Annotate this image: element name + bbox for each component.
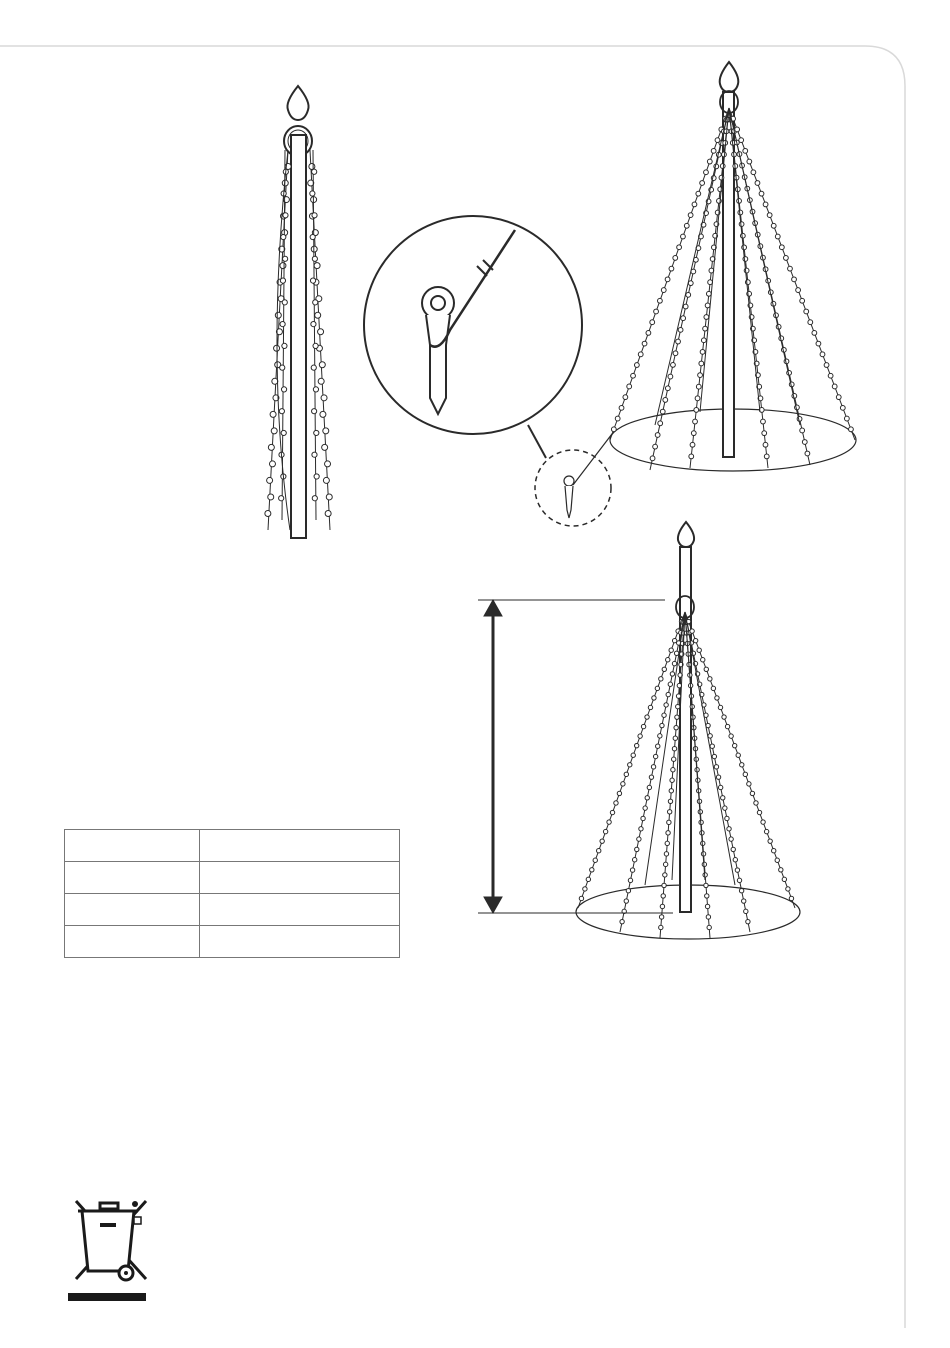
led-bead xyxy=(643,806,647,810)
led-bead xyxy=(660,904,664,908)
led-bead xyxy=(653,754,657,758)
led-bead xyxy=(732,743,736,747)
led-bead xyxy=(674,725,678,729)
led-bead xyxy=(659,915,663,919)
led-bead xyxy=(607,820,611,824)
led-bead xyxy=(754,801,758,805)
led-bead xyxy=(659,925,663,929)
led-bead xyxy=(635,847,639,851)
height-dimension-arrow xyxy=(478,600,673,913)
led-bead xyxy=(620,919,624,923)
led-bead xyxy=(736,753,740,757)
led-bead xyxy=(715,696,719,700)
led-bead xyxy=(583,887,587,891)
led-bead xyxy=(641,724,645,728)
table-cell xyxy=(200,830,400,862)
led-bead xyxy=(744,909,748,913)
table-cell xyxy=(200,862,400,894)
led-bead xyxy=(668,682,672,686)
led-bead xyxy=(740,763,744,767)
led-bead xyxy=(673,736,677,740)
led-bead xyxy=(672,757,676,761)
led-bead xyxy=(708,734,712,738)
led-bead xyxy=(775,858,779,862)
led-bead xyxy=(638,734,642,738)
led-bead xyxy=(649,775,653,779)
led-bead xyxy=(670,778,674,782)
led-bead xyxy=(664,852,668,856)
led-bead xyxy=(727,827,731,831)
led-bead xyxy=(610,810,614,814)
led-bead xyxy=(729,837,733,841)
led-bead xyxy=(624,899,628,903)
led-bead xyxy=(626,889,630,893)
led-bead xyxy=(722,715,726,719)
led-bead xyxy=(669,648,673,652)
led-bead xyxy=(658,734,662,738)
led-bead xyxy=(786,887,790,891)
led-bead xyxy=(637,837,641,841)
table-row xyxy=(65,830,400,862)
led-bead xyxy=(714,765,718,769)
led-bead xyxy=(632,858,636,862)
led-bead xyxy=(733,858,737,862)
led-bead xyxy=(628,878,632,882)
led-bead xyxy=(661,894,665,898)
table-row xyxy=(65,862,400,894)
led-bead xyxy=(660,723,664,727)
pole xyxy=(680,547,691,912)
led-bead xyxy=(757,810,761,814)
led-bead xyxy=(624,772,628,776)
led-bead xyxy=(711,686,715,690)
led-bead xyxy=(675,715,679,719)
led-bead xyxy=(647,785,651,789)
led-bead xyxy=(669,789,673,793)
led-bead xyxy=(697,648,701,652)
led-bead xyxy=(746,919,750,923)
led-bead xyxy=(707,925,711,929)
led-bead xyxy=(662,667,666,671)
led-bead xyxy=(586,877,590,881)
led-bead xyxy=(672,661,676,665)
led-bead xyxy=(664,703,668,707)
led-bead xyxy=(628,763,632,767)
led-bead xyxy=(663,862,667,866)
led-bead xyxy=(708,677,712,681)
led-bead xyxy=(716,775,720,779)
table-row xyxy=(65,894,400,926)
led-bead xyxy=(747,782,751,786)
led-bead xyxy=(645,796,649,800)
led-bead xyxy=(693,638,697,642)
led-bead xyxy=(639,827,643,831)
table-cell xyxy=(65,830,200,862)
led-bead xyxy=(666,831,670,835)
led-bead xyxy=(742,899,746,903)
led-bead xyxy=(641,816,645,820)
led-bead xyxy=(579,896,583,900)
led-bead xyxy=(671,768,675,772)
led-bead xyxy=(597,849,601,853)
led-bead xyxy=(779,868,783,872)
led-bead xyxy=(663,873,667,877)
led-bead xyxy=(704,667,708,671)
led-bead xyxy=(593,858,597,862)
led-bead xyxy=(667,810,671,814)
led-bead xyxy=(718,785,722,789)
led-bead xyxy=(662,713,666,717)
led-bead xyxy=(690,629,694,633)
led-bead xyxy=(768,839,772,843)
table-cell xyxy=(200,894,400,926)
led-bead xyxy=(712,754,716,758)
led-bead xyxy=(603,829,607,833)
led-bead xyxy=(630,868,634,872)
led-bead xyxy=(656,744,660,748)
led-bead xyxy=(651,765,655,769)
table-cell xyxy=(200,926,400,958)
led-bead xyxy=(761,820,765,824)
table-cell xyxy=(65,862,200,894)
led-bead xyxy=(701,658,705,662)
led-bead xyxy=(743,772,747,776)
table-cell xyxy=(65,926,200,958)
led-bead xyxy=(621,782,625,786)
led-bead xyxy=(652,696,656,700)
led-bead xyxy=(789,896,793,900)
led-bead xyxy=(672,747,676,751)
led-bead xyxy=(735,868,739,872)
led-bead xyxy=(670,672,674,676)
crossed-out-wheelie-bin-icon xyxy=(62,1193,158,1305)
led-bead xyxy=(667,820,671,824)
led-bead xyxy=(659,677,663,681)
table-cell xyxy=(65,894,200,926)
led-bead xyxy=(634,743,638,747)
led-bead xyxy=(706,915,710,919)
led-bead xyxy=(725,724,729,728)
flame-icon xyxy=(678,522,694,547)
led-bead xyxy=(666,692,670,696)
led-bead xyxy=(674,651,678,655)
led-bead xyxy=(725,816,729,820)
led-bead xyxy=(737,878,741,882)
led-bead xyxy=(731,847,735,851)
led-bead xyxy=(718,705,722,709)
led-bead xyxy=(648,705,652,709)
led-bead xyxy=(772,849,776,853)
led-bead xyxy=(614,801,618,805)
led-bead xyxy=(655,686,659,690)
led-bead xyxy=(739,889,743,893)
led-bead xyxy=(590,868,594,872)
led-bead xyxy=(721,796,725,800)
led-bead xyxy=(617,791,621,795)
led-bead xyxy=(729,734,733,738)
spec-table xyxy=(64,829,400,958)
led-bead xyxy=(666,658,670,662)
led-bead xyxy=(723,806,727,810)
led-bead xyxy=(764,829,768,833)
led-bead xyxy=(668,799,672,803)
led-bead xyxy=(676,704,680,708)
led-bead xyxy=(665,841,669,845)
led-bead xyxy=(662,883,666,887)
led-bead xyxy=(782,877,786,881)
led-bead xyxy=(600,839,604,843)
led-bead xyxy=(705,894,709,898)
led-bead xyxy=(645,715,649,719)
table-row xyxy=(65,926,400,958)
led-bead xyxy=(704,883,708,887)
led-bead xyxy=(676,694,680,698)
led-bead xyxy=(750,791,754,795)
led-bead xyxy=(705,904,709,908)
led-bead xyxy=(710,744,714,748)
led-bead xyxy=(631,753,635,757)
